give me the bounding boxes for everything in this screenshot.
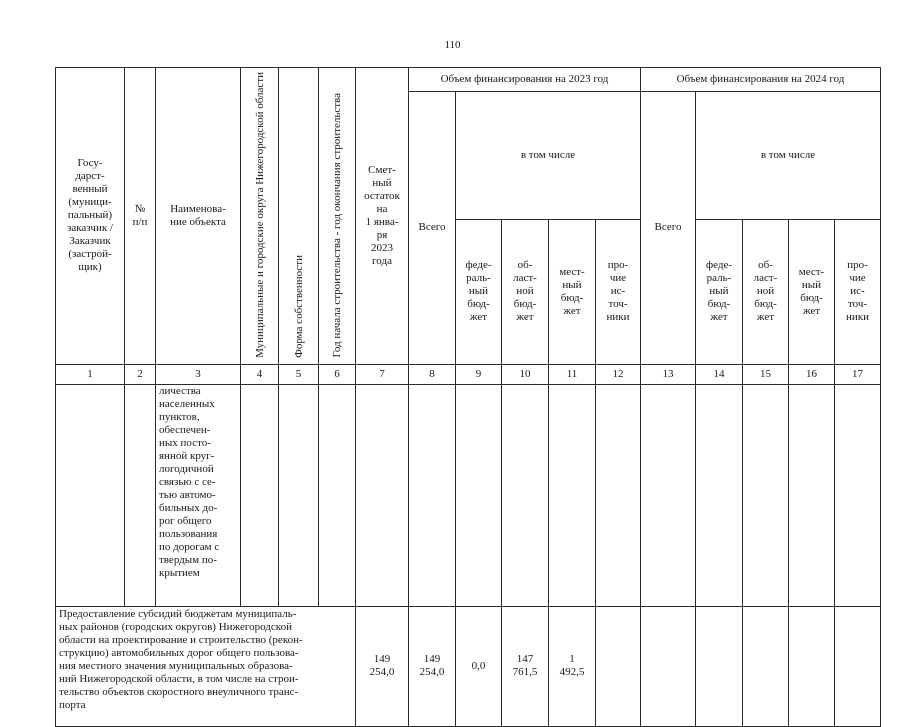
estimate-balance-value: 149 254,0	[356, 606, 409, 726]
header-funding-2024: Объем финансирования на 2024 год	[641, 68, 881, 92]
cell-empty	[125, 384, 156, 606]
header-other-2024: про- чие ис- точ- ники	[835, 219, 881, 364]
local-2023-value: 1 492,5	[549, 606, 596, 726]
column-number: 15	[743, 364, 789, 384]
cell-empty	[743, 384, 789, 606]
cell-empty	[319, 384, 356, 606]
header-local-2023: мест- ный бюд- жет	[549, 219, 596, 364]
header-construction-years	[319, 68, 356, 365]
cell-empty	[596, 384, 641, 606]
column-number: 9	[456, 364, 502, 384]
header-regional-2024: об- ласт- ной бюд- жет	[743, 219, 789, 364]
header-index: № п/п	[125, 68, 156, 365]
column-number-row	[56, 364, 881, 384]
column-number: 17	[835, 364, 881, 384]
cell-empty	[356, 384, 409, 606]
header-including-2023: в том числе	[456, 92, 641, 220]
column-number: 11	[549, 364, 596, 384]
header-municipal-district	[241, 68, 279, 365]
cell-empty	[549, 384, 596, 606]
column-number: 10	[502, 364, 549, 384]
other-2024-value	[835, 606, 881, 726]
object-name-cell: личества населенных пунктов, обеспечен- ных посто- янной круг- логодичной связью с се- тью автомо- бильных до- рог общего пользования по дорогам с твердым по- крытием	[156, 384, 241, 606]
header-ownership	[279, 68, 319, 365]
column-number: 8	[409, 364, 456, 384]
cell-empty	[835, 384, 881, 606]
column-number: 14	[696, 364, 743, 384]
header-federal-2023: феде- раль- ный бюд- жет	[456, 219, 502, 364]
column-number: 6	[319, 364, 356, 384]
header-object-name: Наименова- ние объекта	[156, 68, 241, 365]
column-number: 1	[56, 364, 125, 384]
header-ownership-text: Форма собственности	[292, 254, 305, 358]
cell-empty	[502, 384, 549, 606]
cell-empty	[696, 384, 743, 606]
column-number: 7	[356, 364, 409, 384]
header-local-2024: мест- ный бюд- жет	[789, 219, 835, 364]
header-other-2023: про- чие ис- точ- ники	[596, 219, 641, 364]
federal-2024-value	[696, 606, 743, 726]
local-2024-value	[789, 606, 835, 726]
header-customer: Госу- дарст- венный (муници- пальный) заказчик / Заказчик (застрой- щик)	[56, 68, 125, 365]
header-construction-years-text: Год начала строительства - год окончания строительства	[331, 93, 343, 358]
table-row-continuation	[56, 384, 881, 606]
regional-2024-value	[743, 606, 789, 726]
other-2023-value	[596, 606, 641, 726]
financing-table	[55, 67, 881, 727]
column-number: 13	[641, 364, 696, 384]
header-regional-2023: об- ласт- ной бюд- жет	[502, 219, 549, 364]
total-2024-value	[641, 606, 696, 726]
regional-2023-value: 147 761,5	[502, 606, 549, 726]
federal-2023-value: 0,0	[456, 606, 502, 726]
page-number: 110	[444, 39, 461, 51]
column-number: 4	[241, 364, 279, 384]
subsidy-description: Предоставление субсидий бюджетам муниципаль- ных районов (городских округов) Нижегородской области на проектирование и строительство (рекон- струкцию) автомобильных дорог общего пользова- ния местного значения муниципальных образова- ний Нижегородской области, в том числе на строи- тельство объектов скоростного внеуличного транс- порта	[56, 606, 356, 726]
header-including-2024: в том числе	[696, 92, 881, 220]
cell-empty	[241, 384, 279, 606]
table-row-subsidy	[56, 606, 881, 726]
column-number: 2	[125, 364, 156, 384]
header-funding-2023: Объем финансирования на 2023 год	[409, 68, 641, 92]
cell-empty	[409, 384, 456, 606]
total-2023-value: 149 254,0	[409, 606, 456, 726]
column-number: 3	[156, 364, 241, 384]
header-total-2023: Всего	[409, 92, 456, 365]
cell-empty	[456, 384, 502, 606]
header-municipal-district-text: Муниципальные и городские округа Нижегородской области	[253, 72, 266, 358]
column-number: 12	[596, 364, 641, 384]
header-total-2024: Всего	[641, 92, 696, 365]
column-number: 5	[279, 364, 319, 384]
cell-empty	[56, 384, 125, 606]
cell-empty	[279, 384, 319, 606]
header-federal-2024: феде- раль- ный бюд- жет	[696, 219, 743, 364]
column-number: 16	[789, 364, 835, 384]
cell-empty	[641, 384, 696, 606]
cell-empty	[789, 384, 835, 606]
header-estimate-balance: Смет- ный остаток на 1 янва- ря 2023 года	[356, 68, 409, 365]
